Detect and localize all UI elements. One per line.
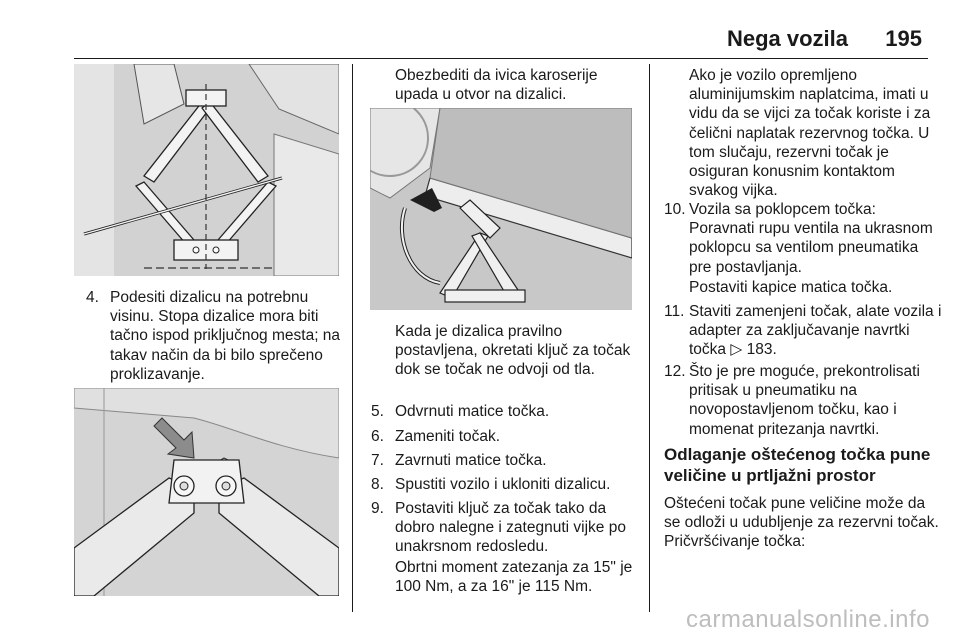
step-11-text: Staviti zamenjeni točak, alate vozila i adapter za zaključavanje navrtki točka xyxy=(689,303,942,359)
step-text xyxy=(689,302,944,360)
step-number: 9. xyxy=(371,500,384,517)
intro-text: Obezbediti da ivica karoserije upada u otvor na dizalici. xyxy=(395,67,598,104)
step-10-sub: Postaviti kapice matica točka. xyxy=(689,279,893,296)
watermark: carmanualsonline.info xyxy=(686,606,930,633)
section-heading: Odlaganje oštećenog točka pune veličine u prtljažni prostor xyxy=(664,445,931,485)
step-text: Zavrnuti matice točka. xyxy=(395,452,547,469)
list-item-step-8 xyxy=(371,475,641,494)
list-item-step-6 xyxy=(371,427,641,446)
step-number: 7. xyxy=(371,452,384,469)
step-text: Postaviti ključ za točak tako da dobro nalegne i zategnuti vijke po unakrsnom redosledu. xyxy=(395,500,626,556)
step-text: Što je pre moguće, prekontrolisati pritisak u pneumatiku na novopostavljenom točku, kao i momenat pritezanja navrtki. xyxy=(689,363,920,438)
step-number: 4. xyxy=(86,289,99,306)
step-text: Odvrnuti matice točka. xyxy=(395,403,550,420)
step-number: 12. xyxy=(664,363,686,380)
section-text: Oštećeni točak pune veličine može da se odloži u udubljenje za rezervni točak. Pričvršćivanje točka: xyxy=(664,495,939,551)
list-item-step-9 xyxy=(371,499,641,557)
step-number: 8. xyxy=(371,476,384,493)
step-text: Spustiti vozilo i ukloniti dizalicu. xyxy=(395,476,611,493)
jack-illustration xyxy=(74,64,339,276)
jack-placement-illustration xyxy=(370,108,632,310)
step-number: 6. xyxy=(371,428,384,445)
list-item-step-4 xyxy=(86,288,342,384)
list-item-step-12 xyxy=(664,362,944,439)
step-number: 11. xyxy=(664,303,685,320)
column-divider-2 xyxy=(649,64,650,612)
list-item-step-5 xyxy=(371,402,641,421)
step-text: Zameniti točak. xyxy=(395,428,501,445)
step-number: 10. xyxy=(664,201,686,218)
jack-head-illustration xyxy=(74,388,339,596)
placement-caption: Kada je dizalica pravilno postavljena, okretati ključ za točak dok se točak ne odvoji od tla. xyxy=(395,323,631,379)
step-number: 5. xyxy=(371,403,384,420)
step-text: Vozila sa poklopcem točka: Poravnati rupu ventila na ukrasnom poklopcu sa ventilom pneumatika pre postavljanja. xyxy=(689,201,933,276)
column-divider-1 xyxy=(352,64,353,612)
page-ref-icon[interactable]: ▷ xyxy=(730,341,743,359)
step-text: Podesiti dizalicu na potrebnu visinu. Stopa dizalice mora biti tačno ispod priključnog mesta; na takav način da bi bilo sprečeno proklizavanje. xyxy=(110,289,341,383)
list-item-step-7 xyxy=(371,451,641,470)
alloy-wheel-note: Ako je vozilo opremljeno aluminijumskim naplatcima, imati u vidu da se vijci za točak koriste i za čelični naplatak rezervnog točka. U tom slučaju, rezervni točak je osiguran konusnim kontaktom svakog vijka. xyxy=(689,67,931,200)
list-item-step-11 xyxy=(664,302,944,360)
page-title: Nega vozila xyxy=(726,26,848,51)
page-number: 195 xyxy=(885,26,922,51)
page-ref-number[interactable]: 183. xyxy=(746,341,777,359)
header-rule xyxy=(74,58,928,59)
torque-note: Obrtni moment zatezanja za 15" je 100 Nm, a za 16" je 115 Nm. xyxy=(395,559,633,596)
list-item-step-10 xyxy=(664,200,944,277)
